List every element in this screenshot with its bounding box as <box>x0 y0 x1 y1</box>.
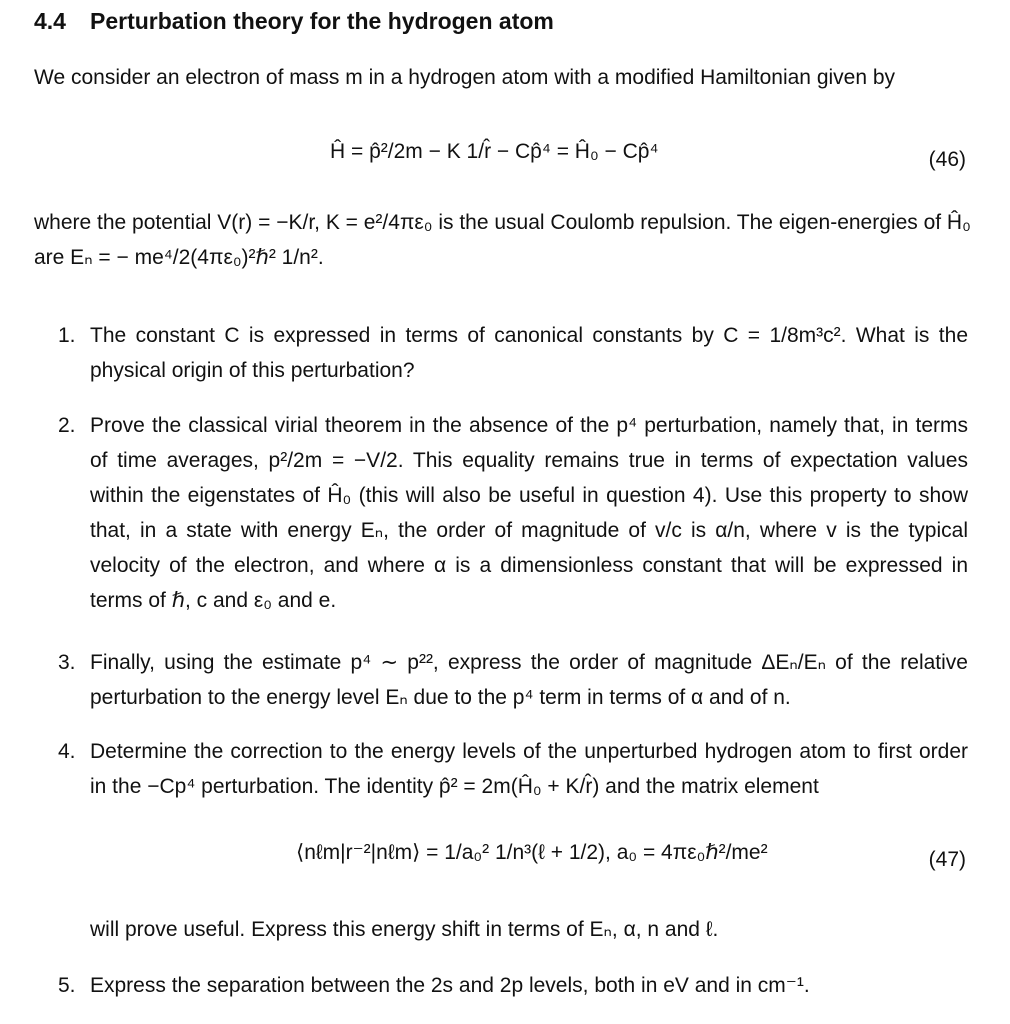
list-text: will prove useful. Express this energy shift in terms of Eₙ, α, n and ℓ. <box>90 918 719 941</box>
list-text: The constant C is expressed in terms of canonical constants by C = 1/8m³c². What is the physical origin of this perturbation? <box>90 324 968 382</box>
list-number: 1. <box>58 324 76 347</box>
equation-46: Ĥ = p̂²/2m − K 1/r̂ − Cp̂⁴ = Ĥ₀ − Cp̂⁴ <box>330 140 659 163</box>
section-number: 4.4 <box>34 8 66 34</box>
section-heading <box>34 8 554 35</box>
list-number: 5. <box>58 974 76 997</box>
list-number: 3. <box>58 651 76 674</box>
list-text: Determine the correction to the energy levels of the unperturbed hydrogen atom to first order in the −Cp⁴ perturbation. The identity p̂² = 2m(Ĥ₀ + K/r̂) and the matrix element <box>90 740 968 798</box>
section-title: Perturbation theory for the hydrogen atom <box>89 8 554 34</box>
equation-47: ⟨nℓm|r⁻²|nℓm⟩ = 1/a₀² 1/n³(ℓ + 1/2), a₀ = 4πε₀ℏ²/me² <box>296 841 768 864</box>
equation-46-number: (46) <box>928 148 966 171</box>
potential-paragraph: where the potential V(r) = −K/r, K = e²/4πε₀ is the usual Coulomb repulsion. The eigen-energies of Ĥ₀ are Eₙ = − me⁴/2(4πε₀)²ℏ² 1/n². <box>34 211 971 269</box>
list-text: Express the separation between the 2s and 2p levels, both in eV and in cm⁻¹. <box>90 974 810 997</box>
intro-paragraph: We consider an electron of mass m in a hydrogen atom with a modified Hamiltonian given by <box>34 66 896 89</box>
list-text: Prove the classical virial theorem in the absence of the p⁴ perturbation, namely that, in terms of time averages, p²/2m = −V/2. This equality remains true in terms of expectation values within the eigenstates of Ĥ₀ (this will also be useful in question 4). Use this property to show that, in a state with energy Eₙ, the order of magnitude of v/c is α/n, where v is the typical velocity of the electron, and where α is a dimensionless constant that will be expressed in terms of ℏ, c and ε₀ and e. <box>90 414 968 612</box>
list-number: 4. <box>58 740 76 763</box>
list-number: 2. <box>58 414 76 437</box>
list-text: Finally, using the estimate p⁴ ∼ p²², express the order of magnitude ΔEₙ/Eₙ of the relative perturbation to the energy level Eₙ due to the p⁴ term in terms of α and of n. <box>90 651 968 709</box>
equation-47-number: (47) <box>928 848 966 871</box>
